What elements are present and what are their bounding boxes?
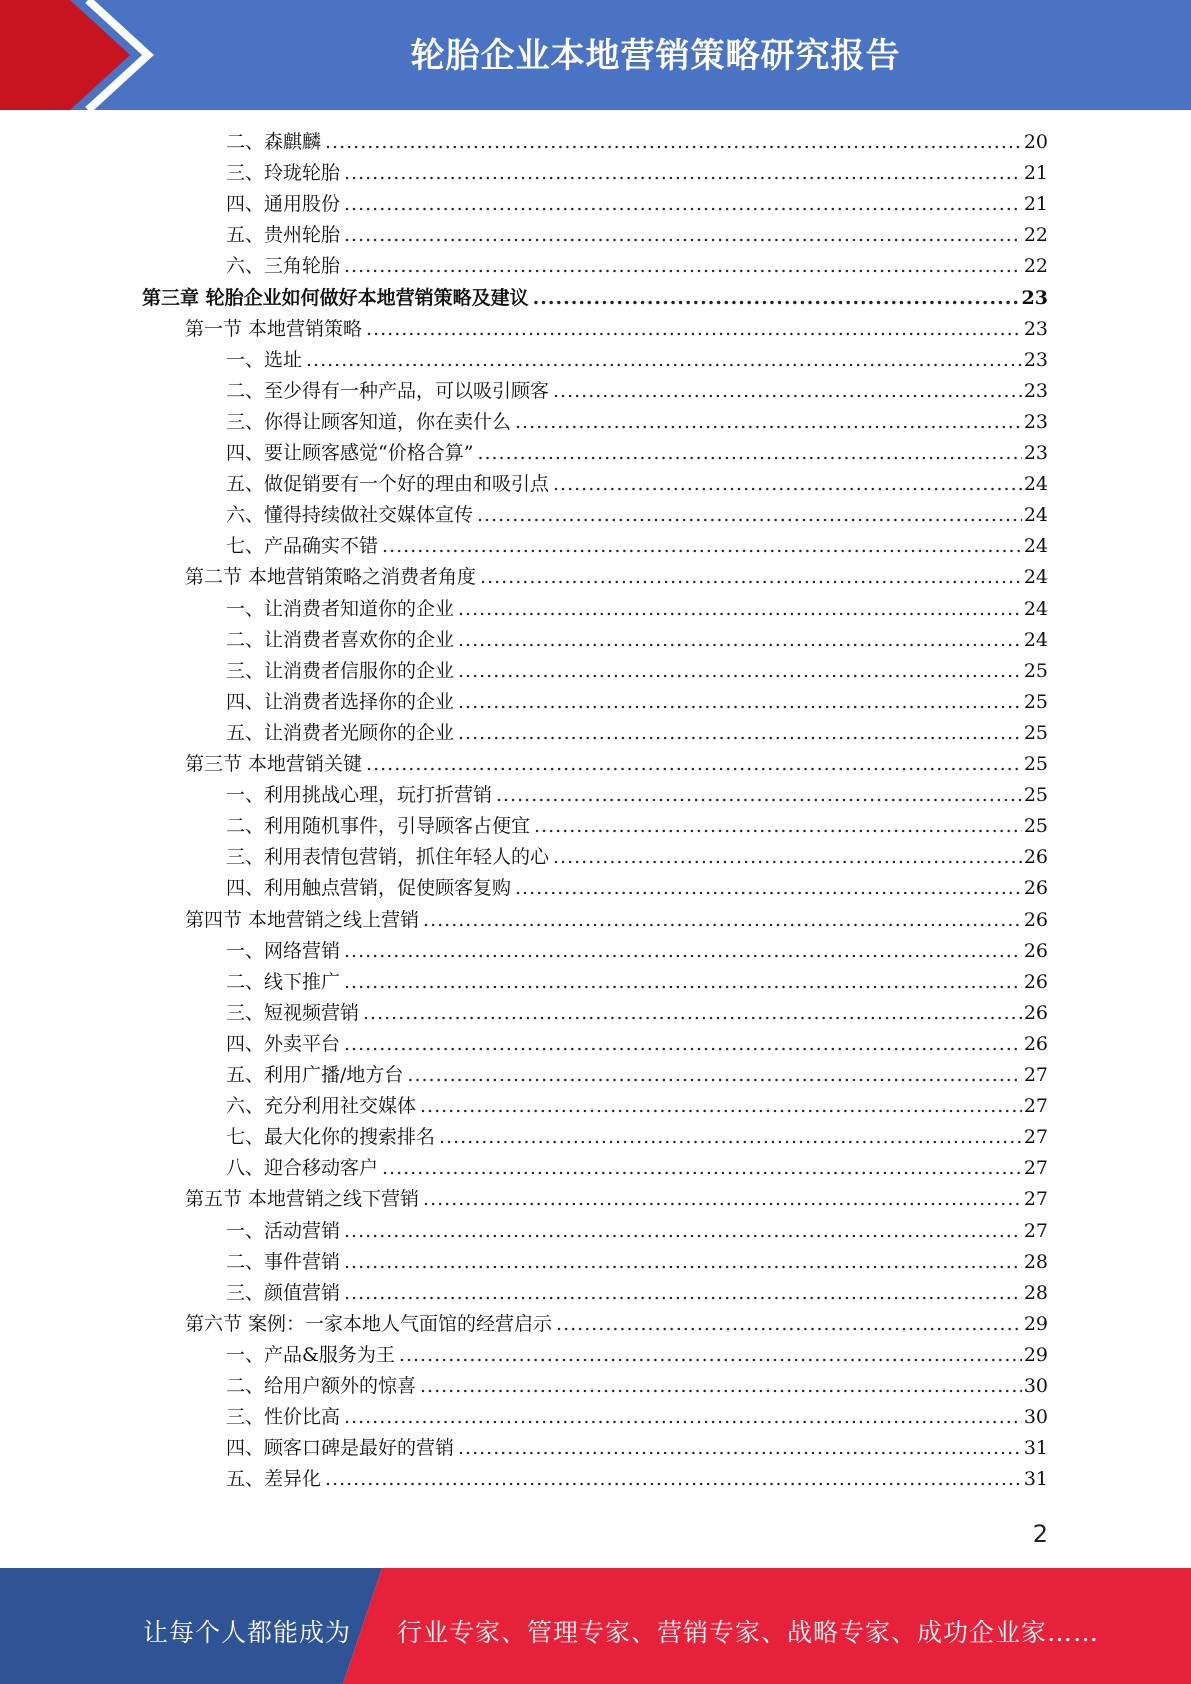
toc-leader-dots xyxy=(363,998,1022,1029)
toc-entry-label: 一、产品&服务为王 xyxy=(226,1343,395,1366)
toc-entry-label: 四、利用触点营销，促使顾客复购 xyxy=(226,877,512,900)
toc-section-entry[interactable] xyxy=(185,314,1048,345)
toc-entry-label: 四、外卖平台 xyxy=(226,1032,341,1055)
toc-entry-label: 六、三角轮胎 xyxy=(226,255,341,278)
toc-entry-label: 八、迎合移动客户 xyxy=(226,1157,379,1180)
toc-entry-label: 第三章 轮胎企业如何做好本地营销策略及建议 xyxy=(142,286,529,309)
toc-leader-dots xyxy=(458,718,1022,749)
toc-entry-page: 24 xyxy=(1023,628,1048,651)
header-chevron-decoration xyxy=(0,0,160,110)
toc-entry-page: 27 xyxy=(1023,1095,1048,1118)
toc-leader-dots xyxy=(458,1433,1022,1464)
toc-entry-page: 23 xyxy=(1023,317,1048,340)
toc-leader-dots xyxy=(344,251,1022,282)
toc-entry-label: 三、颜值营销 xyxy=(226,1281,341,1304)
toc-entry-page: 26 xyxy=(1023,877,1048,900)
toc-entry-page: 25 xyxy=(1023,721,1048,744)
toc-entry-page: 25 xyxy=(1023,815,1048,838)
toc-subsection-entry[interactable] xyxy=(226,842,1048,873)
toc-entry-label: 第一节 本地营销策略 xyxy=(185,317,363,340)
toc-entry-label: 一、让消费者知道你的企业 xyxy=(226,597,455,620)
footer-slogan-right: 行业专家、管理专家、营销专家、战略专家、成功企业家…… xyxy=(397,1618,1100,1647)
toc-subsection-entry[interactable] xyxy=(226,1402,1048,1433)
toc-entry-page: 28 xyxy=(1023,1250,1048,1273)
toc-entry-label: 二、让消费者喜欢你的企业 xyxy=(226,628,455,651)
toc-leader-dots xyxy=(325,1464,1022,1495)
toc-subsection-entry[interactable] xyxy=(226,1278,1048,1309)
toc-leader-dots xyxy=(515,873,1022,904)
toc-subsection-entry[interactable] xyxy=(226,811,1048,842)
toc-leader-dots xyxy=(344,1247,1022,1278)
toc-entry-page: 20 xyxy=(1023,131,1048,153)
toc-subsection-entry[interactable] xyxy=(226,500,1048,531)
toc-leader-dots xyxy=(477,500,1022,531)
toc-section-entry[interactable] xyxy=(185,562,1048,593)
toc-leader-dots xyxy=(407,1060,1021,1091)
toc-leader-dots xyxy=(306,345,1022,376)
toc-leader-dots xyxy=(344,1402,1022,1433)
toc-section-entry[interactable] xyxy=(185,905,1048,936)
toc-leader-dots xyxy=(344,1216,1022,1247)
toc-subsection-entry[interactable] xyxy=(226,189,1048,220)
toc-leader-dots xyxy=(382,531,1022,562)
toc-leader-dots xyxy=(344,158,1022,189)
toc-leader-dots xyxy=(533,283,1020,314)
toc-subsection-entry[interactable] xyxy=(226,594,1048,625)
toc-entry-label: 三、玲珑轮胎 xyxy=(226,162,341,185)
document-title: 轮胎企业本地营销策略研究报告 xyxy=(410,36,901,76)
toc-entry-label: 二、给用户额外的惊喜 xyxy=(226,1375,417,1397)
toc-entry-label: 二、线下推广 xyxy=(226,970,341,993)
toc-entry-page: 23 xyxy=(1023,410,1048,433)
toc-subsection-entry[interactable] xyxy=(226,1371,1048,1402)
toc-leader-dots xyxy=(477,438,1021,469)
toc-entry-page: 27 xyxy=(1023,1188,1048,1211)
toc-leader-dots xyxy=(382,1153,1022,1184)
toc-entry-label: 二、至少得有一种产品，可以吸引顾客 xyxy=(226,379,550,402)
toc-subsection-entry[interactable] xyxy=(226,936,1048,967)
toc-leader-dots xyxy=(458,687,1022,718)
toc-entry-label: 三、让消费者信服你的企业 xyxy=(226,659,455,682)
toc-entry-page: 30 xyxy=(1023,1375,1048,1397)
toc-subsection-entry[interactable] xyxy=(226,1433,1048,1464)
toc-entry-label: 五、利用广播/地方台 xyxy=(226,1064,404,1086)
toc-entry-page: 26 xyxy=(1023,970,1048,993)
toc-leader-dots xyxy=(556,1309,1022,1340)
toc-section-entry[interactable] xyxy=(185,1184,1048,1215)
toc-subsection-entry[interactable] xyxy=(226,251,1048,282)
toc-subsection-entry[interactable] xyxy=(226,656,1048,687)
toc-entry-label: 第四节 本地营销之线上营销 xyxy=(185,908,420,931)
toc-subsection-entry[interactable] xyxy=(226,1340,1048,1371)
toc-entry-page: 22 xyxy=(1023,224,1048,247)
toc-entry-page: 26 xyxy=(1023,1001,1048,1024)
toc-entry-page: 27 xyxy=(1023,1157,1048,1180)
toc-leader-dots xyxy=(399,1340,1022,1371)
toc-leader-dots xyxy=(344,936,1022,967)
toc-entry-page: 21 xyxy=(1023,162,1048,185)
toc-subsection-entry[interactable] xyxy=(226,1091,1048,1122)
toc-entry-label: 第五节 本地营销之线下营销 xyxy=(185,1188,420,1211)
toc-entry-page: 24 xyxy=(1023,473,1048,496)
toc-entry-page: 27 xyxy=(1023,1219,1048,1242)
toc-subsection-entry[interactable] xyxy=(226,718,1048,749)
toc-entry-page: 26 xyxy=(1023,939,1048,962)
toc-leader-dots xyxy=(344,1029,1022,1060)
toc-entry-page: 22 xyxy=(1023,255,1048,278)
toc-subsection-entry[interactable] xyxy=(226,469,1048,500)
toc-subsection-entry[interactable] xyxy=(226,407,1048,438)
toc-subsection-entry[interactable] xyxy=(226,967,1048,998)
toc-entry-page: 27 xyxy=(1023,1126,1048,1149)
footer-slogan-left: 让每个人都能成为 xyxy=(143,1618,352,1647)
toc-entry-label: 五、让消费者光顾你的企业 xyxy=(226,721,455,744)
toc-entry-page: 23 xyxy=(1023,442,1048,464)
toc-subsection-entry[interactable] xyxy=(226,1247,1048,1278)
toc-entry-page: 28 xyxy=(1023,1281,1048,1304)
toc-leader-dots xyxy=(344,1278,1022,1309)
toc-entry-page: 25 xyxy=(1023,690,1048,713)
toc-leader-dots xyxy=(420,1091,1022,1122)
toc-entry-label: 三、利用表情包营销，抓住年轻人的心 xyxy=(226,846,550,869)
toc-subsection-entry[interactable] xyxy=(226,1153,1048,1184)
toc-entry-page: 27 xyxy=(1023,1064,1048,1086)
toc-entry-label: 第六节 案例：一家本地人气面馆的经营启示 xyxy=(185,1312,553,1335)
toc-entry-page: 25 xyxy=(1023,784,1048,807)
toc-leader-dots xyxy=(423,1184,1022,1215)
toc-entry-label: 七、产品确实不错 xyxy=(226,535,379,558)
toc-subsection-entry[interactable] xyxy=(226,345,1048,376)
toc-leader-dots xyxy=(515,407,1022,438)
toc-subsection-entry[interactable] xyxy=(226,780,1048,811)
toc-leader-dots xyxy=(366,314,1022,345)
toc-entry-label: 五、差异化 xyxy=(226,1468,322,1491)
toc-leader-dots xyxy=(423,905,1022,936)
toc-entry-label: 第二节 本地营销策略之消费者角度 xyxy=(185,566,477,589)
toc-leader-dots xyxy=(458,625,1022,656)
toc-entry-label: 一、利用挑战心理，玩打折营销 xyxy=(226,784,493,807)
toc-entry-label: 一、选址 xyxy=(226,348,303,371)
toc-leader-dots xyxy=(496,780,1022,811)
toc-entry-label: 四、让消费者选择你的企业 xyxy=(226,690,455,713)
page-header xyxy=(0,0,1191,110)
toc-entry-label: 四、通用股份 xyxy=(226,193,341,216)
toc-section-entry[interactable] xyxy=(185,749,1048,780)
toc-leader-dots xyxy=(325,127,1022,158)
toc-entry-page: 29 xyxy=(1023,1312,1048,1335)
toc-entry-label: 六、充分利用社交媒体 xyxy=(226,1095,417,1118)
toc-subsection-entry[interactable] xyxy=(226,873,1048,904)
toc-entry-page: 25 xyxy=(1023,659,1048,682)
toc-entry-label: 四、顾客口碑是最好的营销 xyxy=(226,1437,455,1460)
toc-entry-page: 24 xyxy=(1023,597,1048,620)
toc-subsection-entry[interactable] xyxy=(226,531,1048,562)
toc-entry-page: 26 xyxy=(1023,908,1048,931)
toc-leader-dots xyxy=(480,562,1022,593)
toc-subsection-entry[interactable] xyxy=(226,1060,1048,1091)
toc-entry-page: 24 xyxy=(1023,535,1048,558)
page-number: 2 xyxy=(1032,1520,1048,1548)
toc-leader-dots xyxy=(553,469,1022,500)
toc-entry-page: 24 xyxy=(1023,504,1048,527)
toc-leader-dots xyxy=(366,749,1022,780)
toc-section-entry[interactable] xyxy=(185,1309,1048,1340)
toc-leader-dots xyxy=(439,1122,1022,1153)
toc-entry-page: 26 xyxy=(1023,1032,1048,1055)
toc-subsection-entry[interactable] xyxy=(226,127,1048,158)
toc-leader-dots xyxy=(344,220,1022,251)
toc-entry-label: 一、活动营销 xyxy=(226,1219,341,1242)
toc-entry-label: 六、懂得持续做社交媒体宣传 xyxy=(226,504,474,527)
toc-entry-page: 31 xyxy=(1023,1468,1048,1491)
toc-entry-page: 23 xyxy=(1023,348,1048,371)
page-footer xyxy=(0,1568,1191,1684)
toc-subsection-entry[interactable] xyxy=(226,1122,1048,1153)
toc-entry-label: 五、贵州轮胎 xyxy=(226,224,341,247)
toc-subsection-entry[interactable] xyxy=(226,625,1048,656)
toc-subsection-entry[interactable] xyxy=(226,158,1048,189)
toc-entry-page: 30 xyxy=(1023,1406,1048,1429)
toc-entry-page: 21 xyxy=(1023,193,1048,216)
toc-entry-page: 29 xyxy=(1023,1343,1048,1366)
toc-entry-page: 23 xyxy=(1023,379,1048,402)
toc-entry-label: 三、你得让顾客知道，你在卖什么 xyxy=(226,410,512,433)
toc-subsection-entry[interactable] xyxy=(226,438,1048,469)
toc-leader-dots xyxy=(420,1371,1022,1402)
toc-entry-label: 三、短视频营销 xyxy=(226,1001,360,1024)
toc-entry-label: 二、利用随机事件，引导顾客占便宜 xyxy=(226,815,531,838)
toc-entry-label: 一、网络营销 xyxy=(226,939,341,962)
toc-leader-dots xyxy=(534,811,1022,842)
toc-subsection-entry[interactable] xyxy=(226,1216,1048,1247)
toc-entry-page: 31 xyxy=(1023,1437,1048,1460)
toc-leader-dots xyxy=(553,376,1022,407)
toc-entry-label: 二、森麒麟 xyxy=(226,131,322,153)
toc-leader-dots xyxy=(458,594,1022,625)
toc-entry-page: 23 xyxy=(1021,286,1048,309)
toc-entry-page: 26 xyxy=(1023,846,1048,869)
toc-leader-dots xyxy=(344,967,1022,998)
toc-subsection-entry[interactable] xyxy=(226,998,1048,1029)
toc-entry-page: 24 xyxy=(1023,566,1048,589)
toc-entry-label: 二、事件营销 xyxy=(226,1250,341,1273)
toc-subsection-entry[interactable] xyxy=(226,220,1048,251)
toc-entry-label: 五、做促销要有一个好的理由和吸引点 xyxy=(226,473,550,496)
toc-subsection-entry[interactable] xyxy=(226,1029,1048,1060)
toc-chapter-entry[interactable] xyxy=(142,283,1048,314)
toc-entry-label: 七、最大化你的搜索排名 xyxy=(226,1126,436,1149)
toc-entry-label: 三、性价比高 xyxy=(226,1406,341,1429)
toc-leader-dots xyxy=(553,842,1022,873)
toc-subsection-entry[interactable] xyxy=(226,376,1048,407)
toc-leader-dots xyxy=(344,189,1022,220)
toc-leader-dots xyxy=(458,656,1022,687)
toc-subsection-entry[interactable] xyxy=(226,1464,1048,1495)
toc-entry-label: 第三节 本地营销关键 xyxy=(185,753,363,775)
toc-subsection-entry[interactable] xyxy=(226,687,1048,718)
toc-entry-page: 25 xyxy=(1023,753,1048,775)
toc-entry-label: 四、要让顾客感觉“价格合算” xyxy=(226,442,474,464)
